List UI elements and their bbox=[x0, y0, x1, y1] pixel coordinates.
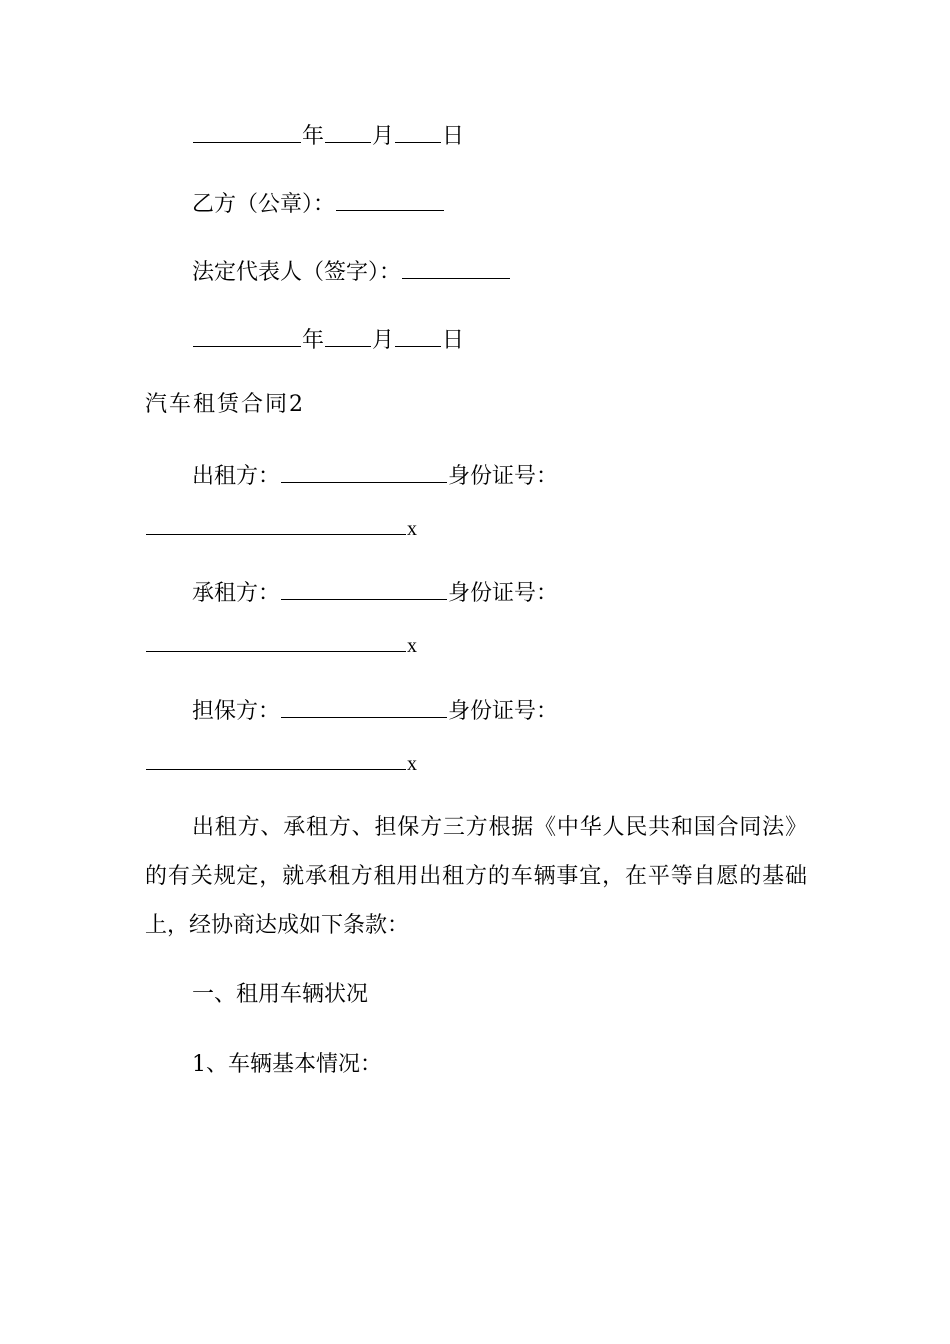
month-label: 月 bbox=[372, 124, 395, 149]
year-label: 年 bbox=[302, 124, 325, 149]
legal-rep-blank[interactable] bbox=[402, 256, 510, 279]
guarantor-id-suffix: x bbox=[407, 753, 417, 775]
lessor-id-blank[interactable] bbox=[146, 512, 406, 535]
contract-title: 汽车租赁合同2 bbox=[145, 392, 305, 417]
item-one-heading: 1、车辆基本情况： bbox=[192, 1052, 382, 1077]
guarantor-id-blank[interactable] bbox=[146, 747, 406, 770]
guarantor-name-blank[interactable] bbox=[281, 695, 447, 718]
month-blank[interactable] bbox=[325, 120, 371, 143]
party-b-seal-label: 乙方（公章）： bbox=[192, 192, 336, 217]
lessee-name-blank[interactable] bbox=[281, 577, 447, 600]
lessee-id-suffix: x bbox=[407, 635, 417, 657]
guarantor-line bbox=[192, 695, 950, 727]
legal-rep-label: 法定代表人（签字）： bbox=[192, 260, 402, 285]
party-b-seal-line bbox=[192, 188, 950, 220]
legal-rep-line bbox=[192, 256, 950, 288]
party-b-seal-blank[interactable] bbox=[336, 188, 444, 211]
lessor-id-suffix: x bbox=[407, 518, 417, 540]
month-blank[interactable] bbox=[325, 324, 371, 347]
date-line-1 bbox=[192, 120, 950, 152]
guarantor-id-label: 身份证号： bbox=[448, 699, 559, 724]
lessee-id-blank[interactable] bbox=[146, 629, 406, 652]
year-blank[interactable] bbox=[193, 120, 301, 143]
guarantor-id-line bbox=[145, 747, 950, 779]
lessor-label: 出租方： bbox=[192, 464, 281, 489]
year-label: 年 bbox=[302, 328, 325, 353]
year-blank[interactable] bbox=[193, 324, 301, 347]
guarantor-label: 担保方： bbox=[192, 699, 281, 724]
lessee-label: 承租方： bbox=[192, 581, 281, 606]
day-blank[interactable] bbox=[395, 120, 441, 143]
lessee-id-label: 身份证号： bbox=[448, 581, 559, 606]
lessee-line bbox=[192, 577, 950, 609]
lessor-line bbox=[192, 460, 950, 492]
section-one-heading: 一、租用车辆状况 bbox=[192, 982, 369, 1007]
day-blank[interactable] bbox=[395, 324, 441, 347]
lessee-id-line bbox=[145, 629, 950, 661]
lessor-name-blank[interactable] bbox=[281, 460, 447, 483]
day-label: 日 bbox=[442, 328, 465, 353]
lessor-id-line bbox=[145, 512, 950, 544]
date-line-2 bbox=[192, 324, 950, 356]
day-label: 日 bbox=[442, 124, 465, 149]
month-label: 月 bbox=[372, 328, 395, 353]
intro-paragraph: 出租方、承租方、担保方三方根据《中华人民共和国合同法》的有关规定，就承租方租用出租方的车辆事宜，在平等自愿的基础上，经协商达成如下条款： bbox=[145, 815, 807, 938]
lessor-id-label: 身份证号： bbox=[448, 464, 559, 489]
